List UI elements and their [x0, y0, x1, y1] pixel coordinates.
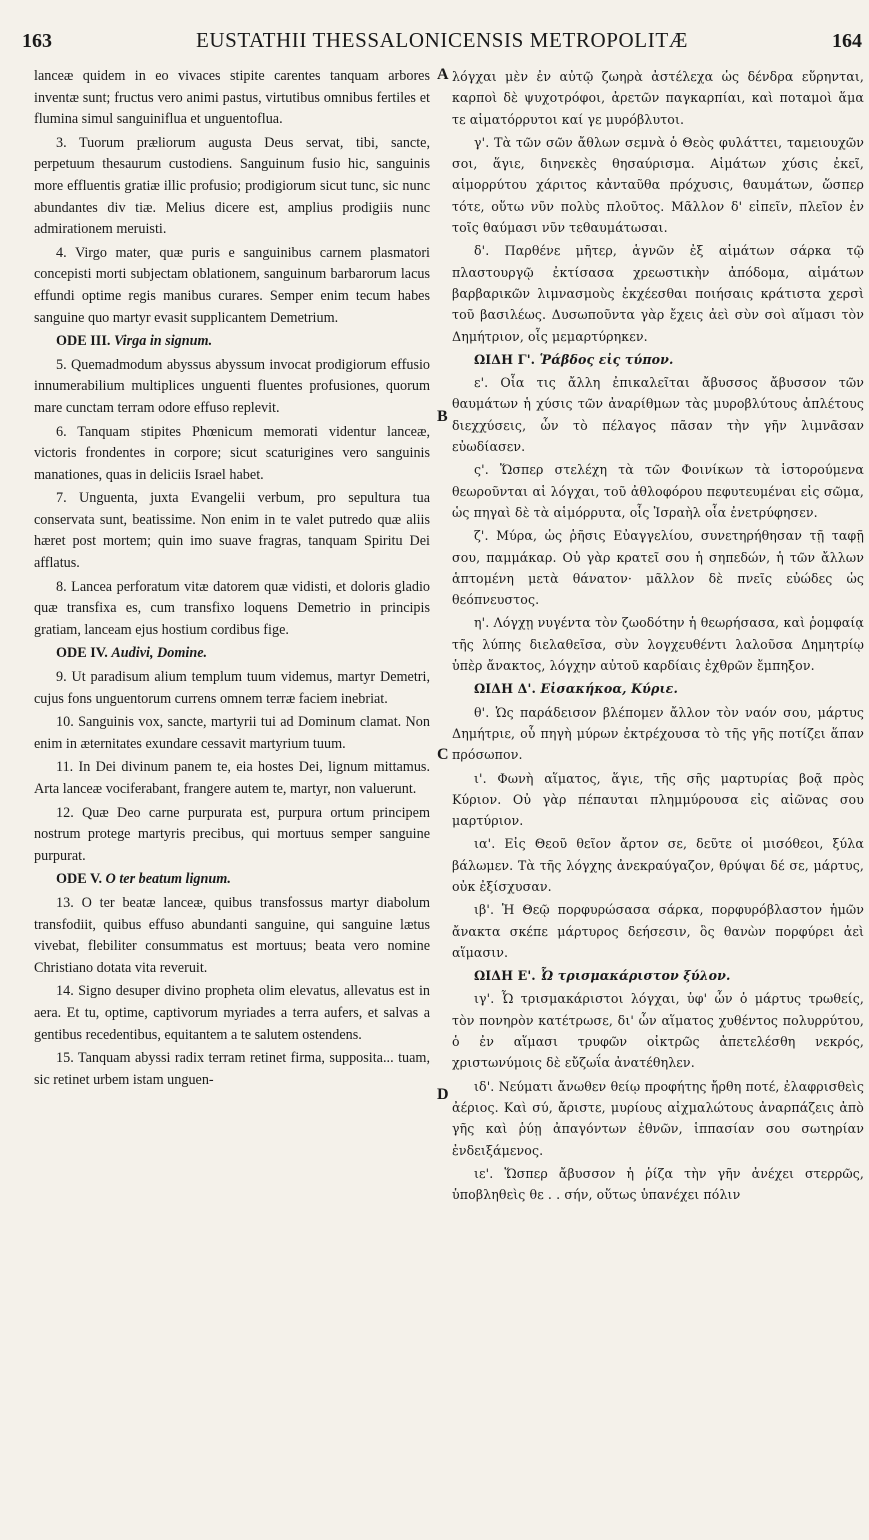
ode-label: ODE V. [56, 871, 102, 888]
margin-letter-c: C [437, 746, 449, 763]
latin-paragraph: 15. Tanquam abyssi radix terram retinet firma, supposita... tuam, sic retinet urbem istam unguen- [34, 1050, 430, 1088]
greek-paragraph: ς'. Ὥσπερ στελέχη τὰ τῶν Φοινίκων τὰ ἱστορούμενα θεωροῦνται αἱ λόγχαι, τοῦ ἀθλοφόρου πεφυτευμέναι εἰς σῶμα, ὡς πηγαὶ δὲ τὰ αἱμόρρυτα, οἷς Ἰσραὴλ οἷα ἐνετρύφησεν. [452, 462, 864, 520]
latin-ode-heading [34, 869, 430, 891]
running-header [22, 28, 862, 58]
ode-title: Virga in signum. [113, 333, 213, 350]
greek-column [452, 66, 864, 1207]
latin-paragraph: 5. Quemadmodum abyssus abyssum invocat prodigiorum effusio innumerabilium multiplices unguenti fluentes profusiones, quorum mare cunctam terram odore effuso replevit. [34, 356, 430, 416]
latin-paragraph: 6. Tanquam stipites Phœnicum memorati videntur lanceæ, victoris frondentes in corpore; sicut scaturigines vero sanguinis manationes, quas in deliciis Israel habet. [34, 423, 430, 483]
greek-paragraph: ιδ'. Νεύματι ἄνωθεν θείῳ προφήτης ἤρθη ποτέ, ἐλαφρισθεὶς ἀέριος. Καὶ σύ, ἄριστε, μυρίους αἰχμαλώτους ἀναρπάζεις ἀπὸ γῆς καὶ ῥύῃ ἀπαγόντων ἐθνῶν, ἱππασίαν σου σωτηρίαν ἐνδειξάμενος. [452, 1078, 864, 1158]
greek-paragraph: δ'. Παρθένε μῆτερ, ἁγνῶν ἐξ αἱμάτων σάρκα τῷ πλαστουργῷ ἐκτίσασα χρεωστικὴν ἀπόδομα, αἱμάτων βαρβαρικῶν λιμνασμοὺς ἐκχέεσθαι ποιήσαις κράτιστα χερσὶ τοῦ βασιλέως. Δυσωποῦντα γὰρ ἔχεις ἀεὶ σὺν σοὶ αἵμασι τὸν Δημήτριον, οἷς μεμαρτύρηκεν. [452, 243, 864, 344]
latin-paragraph: 7. Unguenta, juxta Evangelii verbum, pro sepultura tua conservata sunt, beatissime. Non enim in te valet putredo quæ aliis hæret post mortem; quin imo suave fragras, tanquam Spiritu Dei afflatus. [34, 490, 430, 572]
latin-column [34, 66, 430, 1093]
ode-title: Ὦ τρισμακάριστον ξύλον. [540, 968, 731, 984]
running-title: EUSTATHII THESSALONICENSIS METROPOLITÆ [195, 28, 689, 52]
greek-paragraph: ιε'. Ὥσπερ ἄβυσσον ἡ ῥίζα τὴν γῆν ἀνέχει στερρῶς, ὑποβληθεὶς θε . . σήν, οὕτως ὑπανέχει πόλιν [452, 1165, 864, 1203]
ode-title: Ῥάβδος εἰς τύπον. [539, 351, 674, 367]
latin-paragraph: 11. In Dei divinum panem te, eia hostes Dei, lignum mittamus. Arta lanceæ vociferabant, frangere autem te, martyr, non valuerunt. [34, 759, 430, 797]
greek-paragraph: ια'. Εἰς Θεοῦ θεῖον ἄρτον σε, δεῦτε οἱ μισόθεοι, ξύλα βάλωμεν. Τὰ τῆς λόγχης ἀνεκραύγαζον, θρύψαι δέ σε, μάρτυς, οὐκ ἐξίσχυσαν. [452, 836, 864, 894]
page-number-left: 163 [22, 30, 52, 52]
greek-paragraph: λόγχαι μὲν ἐν αὐτῷ ζωηρὰ ἀστέλεχα ὡς δένδρα εὕρηνται, καρποὶ δὲ ψυχοτρόφοι, ἀρετῶν παγκαρπίαι, καὶ ποταμοὶ ἅμα τε αἱματόρρυτοι καί γε μυρόβλυτοι. [452, 69, 864, 127]
margin-letter-a: A [437, 66, 449, 83]
greek-paragraph: θ'. Ὡς παράδεισον βλέπομεν ἄλλον τὸν ναόν σου, μάρτυς Δημήτριε, οὗ πηγὴ μύρων ἐκτρέχουσα τὸ τῆς γῆς ποτίζει ἅπαν πρόσωπον. [452, 704, 864, 763]
page-number-right: 164 [831, 30, 862, 52]
greek-paragraph: ιβ'. Ἡ Θεῷ πορφυρώσασα σάρκα, πορφυρόβλαστον ἡμῶν ἄνακτα σκέπε μάρτυρος δεήσεσιν, ὃς θανὼν πορφύρει ἀεὶ αἵμασιν. [452, 902, 864, 960]
latin-paragraph: 4. Virgo mater, quæ puris e sanguinibus carnem plasmatori concepisti morti subjectam oblationem, sanguinum barbarorum lacus effundi optime regis manibus curares. Semper enim tecum habes sanguine quo martyr evasit supplicantem Demetrium. [34, 244, 430, 326]
ode-label: ODE III. [56, 333, 111, 350]
latin-paragraph: 8. Lancea perforatum vitæ datorem quæ vidisti, et doloris gladio quæ transfixa es, cum transfixo loquens Demetrio in principis gratiam, lanceam ejus hostium cordibus fige. [34, 578, 430, 638]
margin-letter-b: B [437, 408, 448, 425]
ode-label: ODE IV. [56, 645, 108, 662]
ode-label: ΩΙΔΗ Ε'. [474, 968, 536, 984]
ode-title: Audivi, Domine. [111, 645, 208, 662]
greek-paragraph: ε'. Οἷα τις ἄλλη ἐπικαλεῖται ἄβυσσος ἄβυσσον τῶν θαυμάτων ἡ χύσις τῶν ἀναρίθμων τὰς μυροβλύτους ἀπλέτους διεχχύσεις, ὧν τὸ πέλαγος πᾶσαν τὴν γῆν λιμνᾶσαν εὐωδίασεν. [452, 375, 864, 455]
greek-ode-heading [452, 349, 864, 370]
ode-title: Εἰσακήκοα, Κύριε. [540, 681, 678, 697]
latin-paragraph: 10. Sanguinis vox, sancte, martyrii tui ad Dominum clamat. Non enim in æternitates exundare cessavit martyrium tuum. [34, 714, 430, 752]
greek-paragraph: ιγ'. Ὦ τρισμακάριστοι λόγχαι, ὑφ' ὧν ὁ μάρτυς τρωθείς, τὸν πονηρὸν κατέτρωσε, δι' ὧν αἵματος χυθέντος πολυρρύτου, ὁ ἐν αἵμασι τρυφῶν οἰκτρῶς ἀπετελέσθη νεκρός, χριστωνύμοις δὲ εὔζωΐα ἀνατέθηλεν. [452, 991, 864, 1071]
latin-ode-heading [34, 643, 430, 665]
greek-paragraph: η'. Λόγχῃ νυγέντα τὸν ζωοδότην ἡ θεωρήσασα, καὶ ῥομφαίᾳ τῆς λύπης διελαθεῖσα, σὺν λογχευθέντι λαλοῦσα Δημητρίῳ ὑπὲρ ἄνακτος, λόγχην αὐτοῦ καρδίαις ἐχθρῶν ἔμπηξον. [452, 615, 864, 674]
margin-letter-d: D [437, 1086, 449, 1103]
ode-title: O ter beatum lignum. [105, 871, 231, 888]
latin-ode-heading [34, 331, 430, 353]
greek-ode-heading [452, 678, 864, 699]
ode-label: ΩΙΔΗ Γ'. [474, 351, 536, 367]
latin-paragraph: 12. Quæ Deo carne purpurata est, purpura ortum principem nostrum protege martyris precibus, qui mortuus semper sanguine purpurat. [34, 804, 430, 864]
latin-paragraph: 14. Signo desuper divino propheta olim elevatus, allevatus est in aera. Et tu, optime, captivorum myriades a terra aufers, et salvas a gentibus recedentibus, equitantem a te salutem ostendens. [34, 983, 430, 1043]
greek-ode-heading [452, 965, 864, 986]
latin-paragraph: lanceæ quidem in eo vivaces stipite carentes tanquam arbores inventæ sunt; fructus vero animi pastus, virtutibus omnibus fertiles et flumina simul sanguiniflua et unguentoflua. [34, 68, 430, 128]
greek-paragraph: ζ'. Μύρα, ὡς ῥῆσις Εὐαγγελίου, συνετηρήθησαν τῇ ταφῇ σου, παμμάκαρ. Οὐ γὰρ κρατεῖ σου ἡ σηπεδών, ἡ τῶν ἄλλων ἁπτομένη μετὰ θάνατον· μᾶλλον δὲ πνεῖς εὐώδες ὡς θεόπνευστος. [452, 528, 864, 608]
greek-paragraph: ι'. Φωνὴ αἵματος, ἅγιε, τῆς σῆς μαρτυρίας βοᾷ πρὸς Κύριον. Οὐ γὰρ πέπαυται πλημμύρουσα εἰς αἰῶνας σου μαρτύριον. [452, 770, 864, 829]
ode-label: ΩΙΔΗ Δ'. [474, 681, 536, 697]
latin-paragraph: 9. Ut paradisum alium templum tuum videmus, martyr Demetri, cujus fons unguentorum currens omnem terræ faciem inebriat. [34, 669, 430, 707]
latin-paragraph: 13. O ter beatæ lanceæ, quibus transfossus martyr diabolum transfodiit, quibus effuso abundanti sanguine, qui sanguine lætus vivebat, flebiliter consummatus est mortuus; beata vero nomine Christiano dotata vita reveruit. [34, 894, 430, 976]
latin-paragraph: 3. Tuorum præliorum augusta Deus servat, tibi, sancte, perpetuum thesaurum custodiens. Sanguinum fusio hic, sanguinis more effluentis gratiæ illic profusio; prodigiorum sicut tunc, sic nunc abundantes div tiæ. Melius dicere est, amplius prodigiis nunc admirationem meruisti. [34, 134, 430, 238]
greek-paragraph: γ'. Τὰ τῶν σῶν ἄθλων σεμνὰ ὁ Θεὸς φυλάττει, ταμειουχῶν σοι, ἅγιε, διηνεκὲς θησαύρισμα. Αἱμάτων χύσις ἐκεῖ, αἱμορρύτου χάριτος κἀνταῦθα πρόχυσις, θαυμάτων, ὥσπερ τότε, οὕτω νῦν πολὺς πλοῦτος. Μᾶλλον δ' εἰπεῖν, πλεῖον ἐν τοῖς θαύμασι νῦν τεθαυμάτωσαι. [452, 134, 864, 236]
